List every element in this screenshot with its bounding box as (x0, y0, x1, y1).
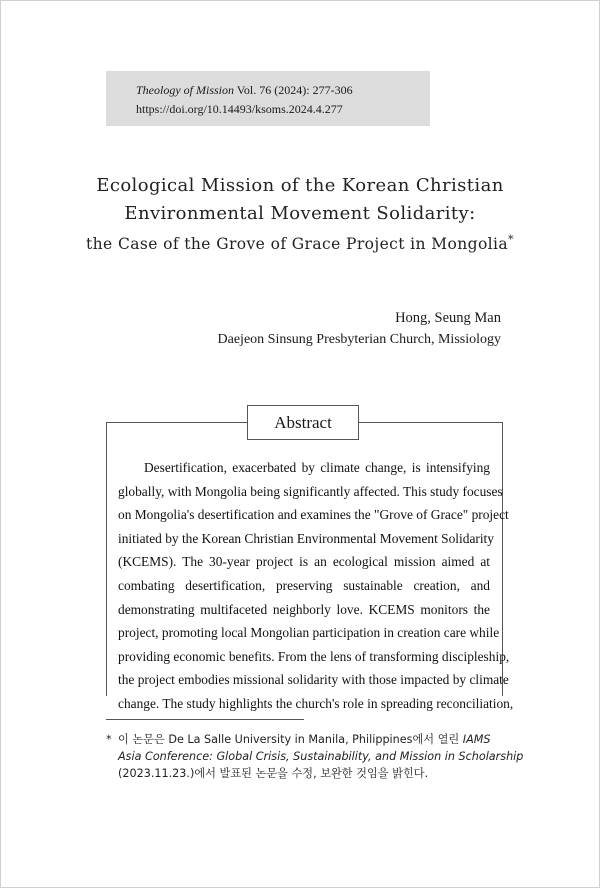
footnote-line-3: (2023.11.23.)에서 발표된 논문을 수정, 보완한 것임을 밝힌다. (118, 767, 429, 780)
subtitle-text: the Case of the Grove of Grace Project in Mongolia (86, 235, 509, 253)
footnote-divider (106, 719, 304, 720)
title-line-2: Environmental Movement Solidarity: (124, 203, 476, 224)
footnote-line-1 (118, 731, 523, 748)
journal-volume: Vol. 76 (2024): 277-306 (236, 83, 353, 97)
abstract-line: initiated by the Korean Christian Environmental Movement Solidarity (118, 530, 494, 546)
abstract-line: the project embodies missional solidarity with those impacted by climate (118, 672, 509, 688)
footnote-line-1-italic: IAMS (462, 733, 491, 746)
footnote-line-2 (118, 748, 523, 765)
abstract-line: Desertification, exacerbated by climate change, is intensifying (144, 460, 490, 475)
abstract-heading: Abstract (247, 405, 359, 440)
footnote-line-1-text: 이 논문은 De La Salle University in Manila, Philippines에서 열린 (118, 733, 463, 746)
abstract-line: globally, with Mongolia being significantly affected. This study focuses (118, 483, 503, 499)
abstract-line: combating desertification, preserving sustainable creation, and (118, 577, 490, 593)
footnote-marker: * (106, 733, 112, 746)
abstract-line: demonstrating multifaceted neighborly love. KCEMS monitors the (118, 601, 490, 617)
subtitle (0, 233, 600, 253)
footnote-text (118, 731, 523, 782)
abstract-line: (KCEMS). The 30-year project is an ecological mission aimed at (118, 554, 490, 570)
footnote-line-2-italic: Asia Conference: Global Crisis, Sustainability, and Mission in Scholarship (118, 750, 524, 763)
journal-citation-box (106, 71, 430, 126)
journal-name: Theology of Mission (136, 83, 234, 97)
journal-doi: https://doi.org/10.14493/ksoms.2024.4.277 (136, 102, 343, 116)
author-name: Hong, Seung Man (395, 310, 501, 326)
title-footnote-marker: * (508, 233, 514, 246)
abstract-line: providing economic benefits. From the lens of transforming discipleship, (118, 648, 510, 664)
abstract-line: on Mongolia's desertification and examines the "Grove of Grace" project (118, 507, 509, 523)
abstract-line: change. The study highlights the church's role in spreading reconciliation, (118, 695, 514, 711)
title-line-1: Ecological Mission of the Korean Christian (96, 175, 504, 196)
author-affiliation: Daejeon Sinsung Presbyterian Church, Missiology (217, 332, 501, 347)
abstract-line: project, promoting local Mongolian participation in creation care while (118, 625, 500, 641)
abstract-body (118, 456, 514, 711)
journal-citation (136, 83, 353, 98)
